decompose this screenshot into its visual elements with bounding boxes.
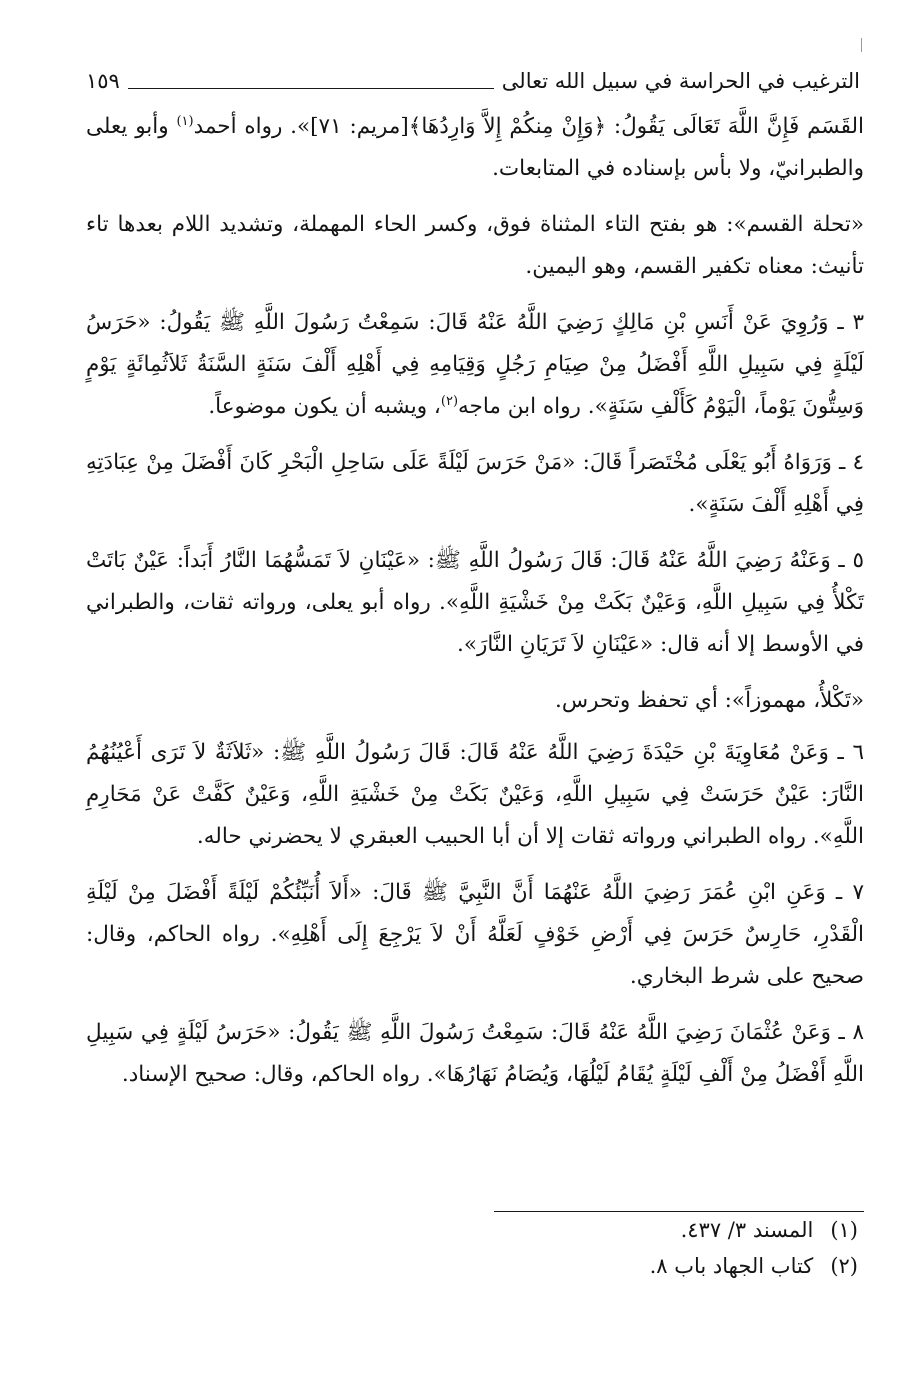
running-header-title: الترغيب في الحراسة في سبيل الله تعالى xyxy=(501,69,860,93)
paragraph-explanation-takla xyxy=(86,680,864,722)
hadith-3 xyxy=(86,302,864,428)
hadith-4 xyxy=(86,442,864,526)
running-header-rule xyxy=(128,88,494,89)
paragraph-text: ٦ ـ وَعَنْ مُعَاوِيَةَ بْنِ حَيْدَةَ رَضِيَ اللَّهُ عَنْهُ قَالَ: قَالَ رَسُولُ اللَّهِ ﷺ: «ثَلاَثَةٌ لاَ تَرَى أَعْيُنُهُمُ النَّارَ: عَيْنٌ حَرَسَتْ فِي سَبِيلِ اللَّهِ، وَعَيْنٌ بَكَتْ مِنْ خَشْيَةِ اللَّهِ، وَعَيْنٌ كَفَّتْ عَنْ مَحَارِمِ اللَّهِ». رواه الطبراني ورواته ثقات إلا أن أبا الحبيب العبقري لا يحضرني حاله. xyxy=(86,740,864,849)
paragraph-text-after: وأبو يعلى والطبرانيّ، ولا بأس بإسناده في المتابعات. xyxy=(86,114,864,181)
footnote-text: كتاب الجهاد باب ٨. xyxy=(649,1254,814,1278)
footnotes xyxy=(86,1211,864,1284)
paragraph-text: ٤ ـ وَرَوَاهُ أَبُو يَعْلَى مُخْتَصَراً قَالَ: «مَنْ حَرَسَ لَيْلَةً عَلَى سَاحِلِ الْبَحْرِ كَانَ أَفْضَلَ مِنْ عِبَادَتِهِ فِي أَهْلِهِ أَلْفَ سَنَةٍ». xyxy=(86,450,864,517)
paragraph-explanation-tahillat-al-qasam xyxy=(86,204,864,288)
hadith-5 xyxy=(86,540,864,666)
paragraph-text: ٨ ـ وَعَنْ عُثْمَانَ رَضِيَ اللَّهُ عَنْهُ قَالَ: سَمِعْتُ رَسُولَ اللَّهِ ﷺ يَقُولُ: «حَرَسُ لَيْلَةٍ فِي سَبِيلِ اللَّهِ أَفْضَلُ مِنْ أَلْفِ لَيْلَةٍ يُقَامُ لَيْلُهَا، وَيُصَامُ نَهَارُهَا». رواه الحاكم، وقال: صحيح الإسناد. xyxy=(86,1020,864,1087)
footnote-text: المسند ٣/ ٤٣٧. xyxy=(680,1218,814,1242)
footnote-number: (١) xyxy=(830,1218,858,1242)
paragraph-text: ٥ ـ وَعَنْهُ رَضِيَ اللَّهُ عَنْهُ قَالَ: قَالَ رَسُولُ اللَّهِ ﷺ: «عَيْنَانِ لاَ تَمَسُّهُمَا النَّارُ أَبَداً: عَيْنٌ بَاتَتْ تَكْلأُ فِي سَبِيلِ اللَّهِ، وَعَيْنٌ بَكَتْ مِنْ خَشْيَةِ اللَّهِ». رواه أبو يعلى، ورواته ثقات، والطبراني في الأوسط إلا أنه قال: «عَيْنَانِ لاَ تَرَيَانِ النَّارَ». xyxy=(86,548,864,657)
page-body xyxy=(86,106,864,1110)
footnote-ref-2[interactable]: (٢) xyxy=(440,393,459,409)
footnote-ref-1[interactable]: (١) xyxy=(176,113,194,129)
hadith-8 xyxy=(86,1012,864,1096)
paragraph-text: ٧ ـ وَعَنِ ابْنِ عُمَرَ رَضِيَ اللَّهُ عَنْهُمَا أَنَّ النَّبِيَّ ﷺ قَالَ: «أَلاَ أُنَبِّئُكُمْ لَيْلَةً أَفْضَلَ مِنْ لَيْلَةِ الْقَدْرِ، حَارِسٌ حَرَسَ فِي أَرْضِ خَوْفٍ لَعَلَّهُ أَنْ لاَ يَرْجِعَ إِلَى أَهْلِهِ». رواه الحاكم، وقال: صحيح على شرط البخاري. xyxy=(86,880,864,989)
page-number: ١٥٩ xyxy=(86,69,120,93)
paragraph-text-after: ، ويشبه أن يكون موضوعاً. xyxy=(208,394,441,419)
page-edge-mark xyxy=(861,38,862,52)
hadith-7 xyxy=(86,872,864,998)
paragraph-text: «تَكْلأُ، مهموزاً»: أي تحفظ وتحرس. xyxy=(555,688,864,713)
footnote-2 xyxy=(86,1248,864,1284)
paragraph-continuation xyxy=(86,106,864,190)
footnote-number: (٢) xyxy=(830,1254,858,1278)
running-header xyxy=(86,62,860,98)
paragraph-text: القَسَم فَإِنَّ اللَّهَ تَعَالَى يَقُولُ: ﴿وَإِنْ مِنكُمْ إِلاَّ وَارِدُهَا﴾[مريم: ٧١]». رواه أحمد xyxy=(193,114,864,139)
paragraph-text: ٣ ـ وَرُوِيَ عَنْ أَنَسِ بْنِ مَالِكٍ رَضِيَ اللَّهُ عَنْهُ قَالَ: سَمِعْتُ رَسُولَ اللَّهِ ﷺ يَقُولُ: «حَرَسُ لَيْلَةٍ فِي سَبِيلِ اللَّهِ أَفْضَلُ مِنْ صِيَامِ رَجُلٍ وَقِيَامِهِ فِي أَهْلِهِ أَلْفَ سَنَةٍ السَّنَةُ ثَلاَثُمِائَةٍ يَوْمٍ وَسِتُّونَ يَوْماً، الْيَوْمُ كَأَلْفِ سَنَةٍ». رواه ابن ماجه xyxy=(86,310,864,419)
paragraph-text: «تحلة القسم»: هو بفتح التاء المثناة فوق، وكسر الحاء المهملة، وتشديد اللام بعدها تاء تأنيث: معناه تكفير القسم، وهو اليمين. xyxy=(86,212,864,279)
footnote-1 xyxy=(86,1212,864,1248)
hadith-6 xyxy=(86,732,864,858)
